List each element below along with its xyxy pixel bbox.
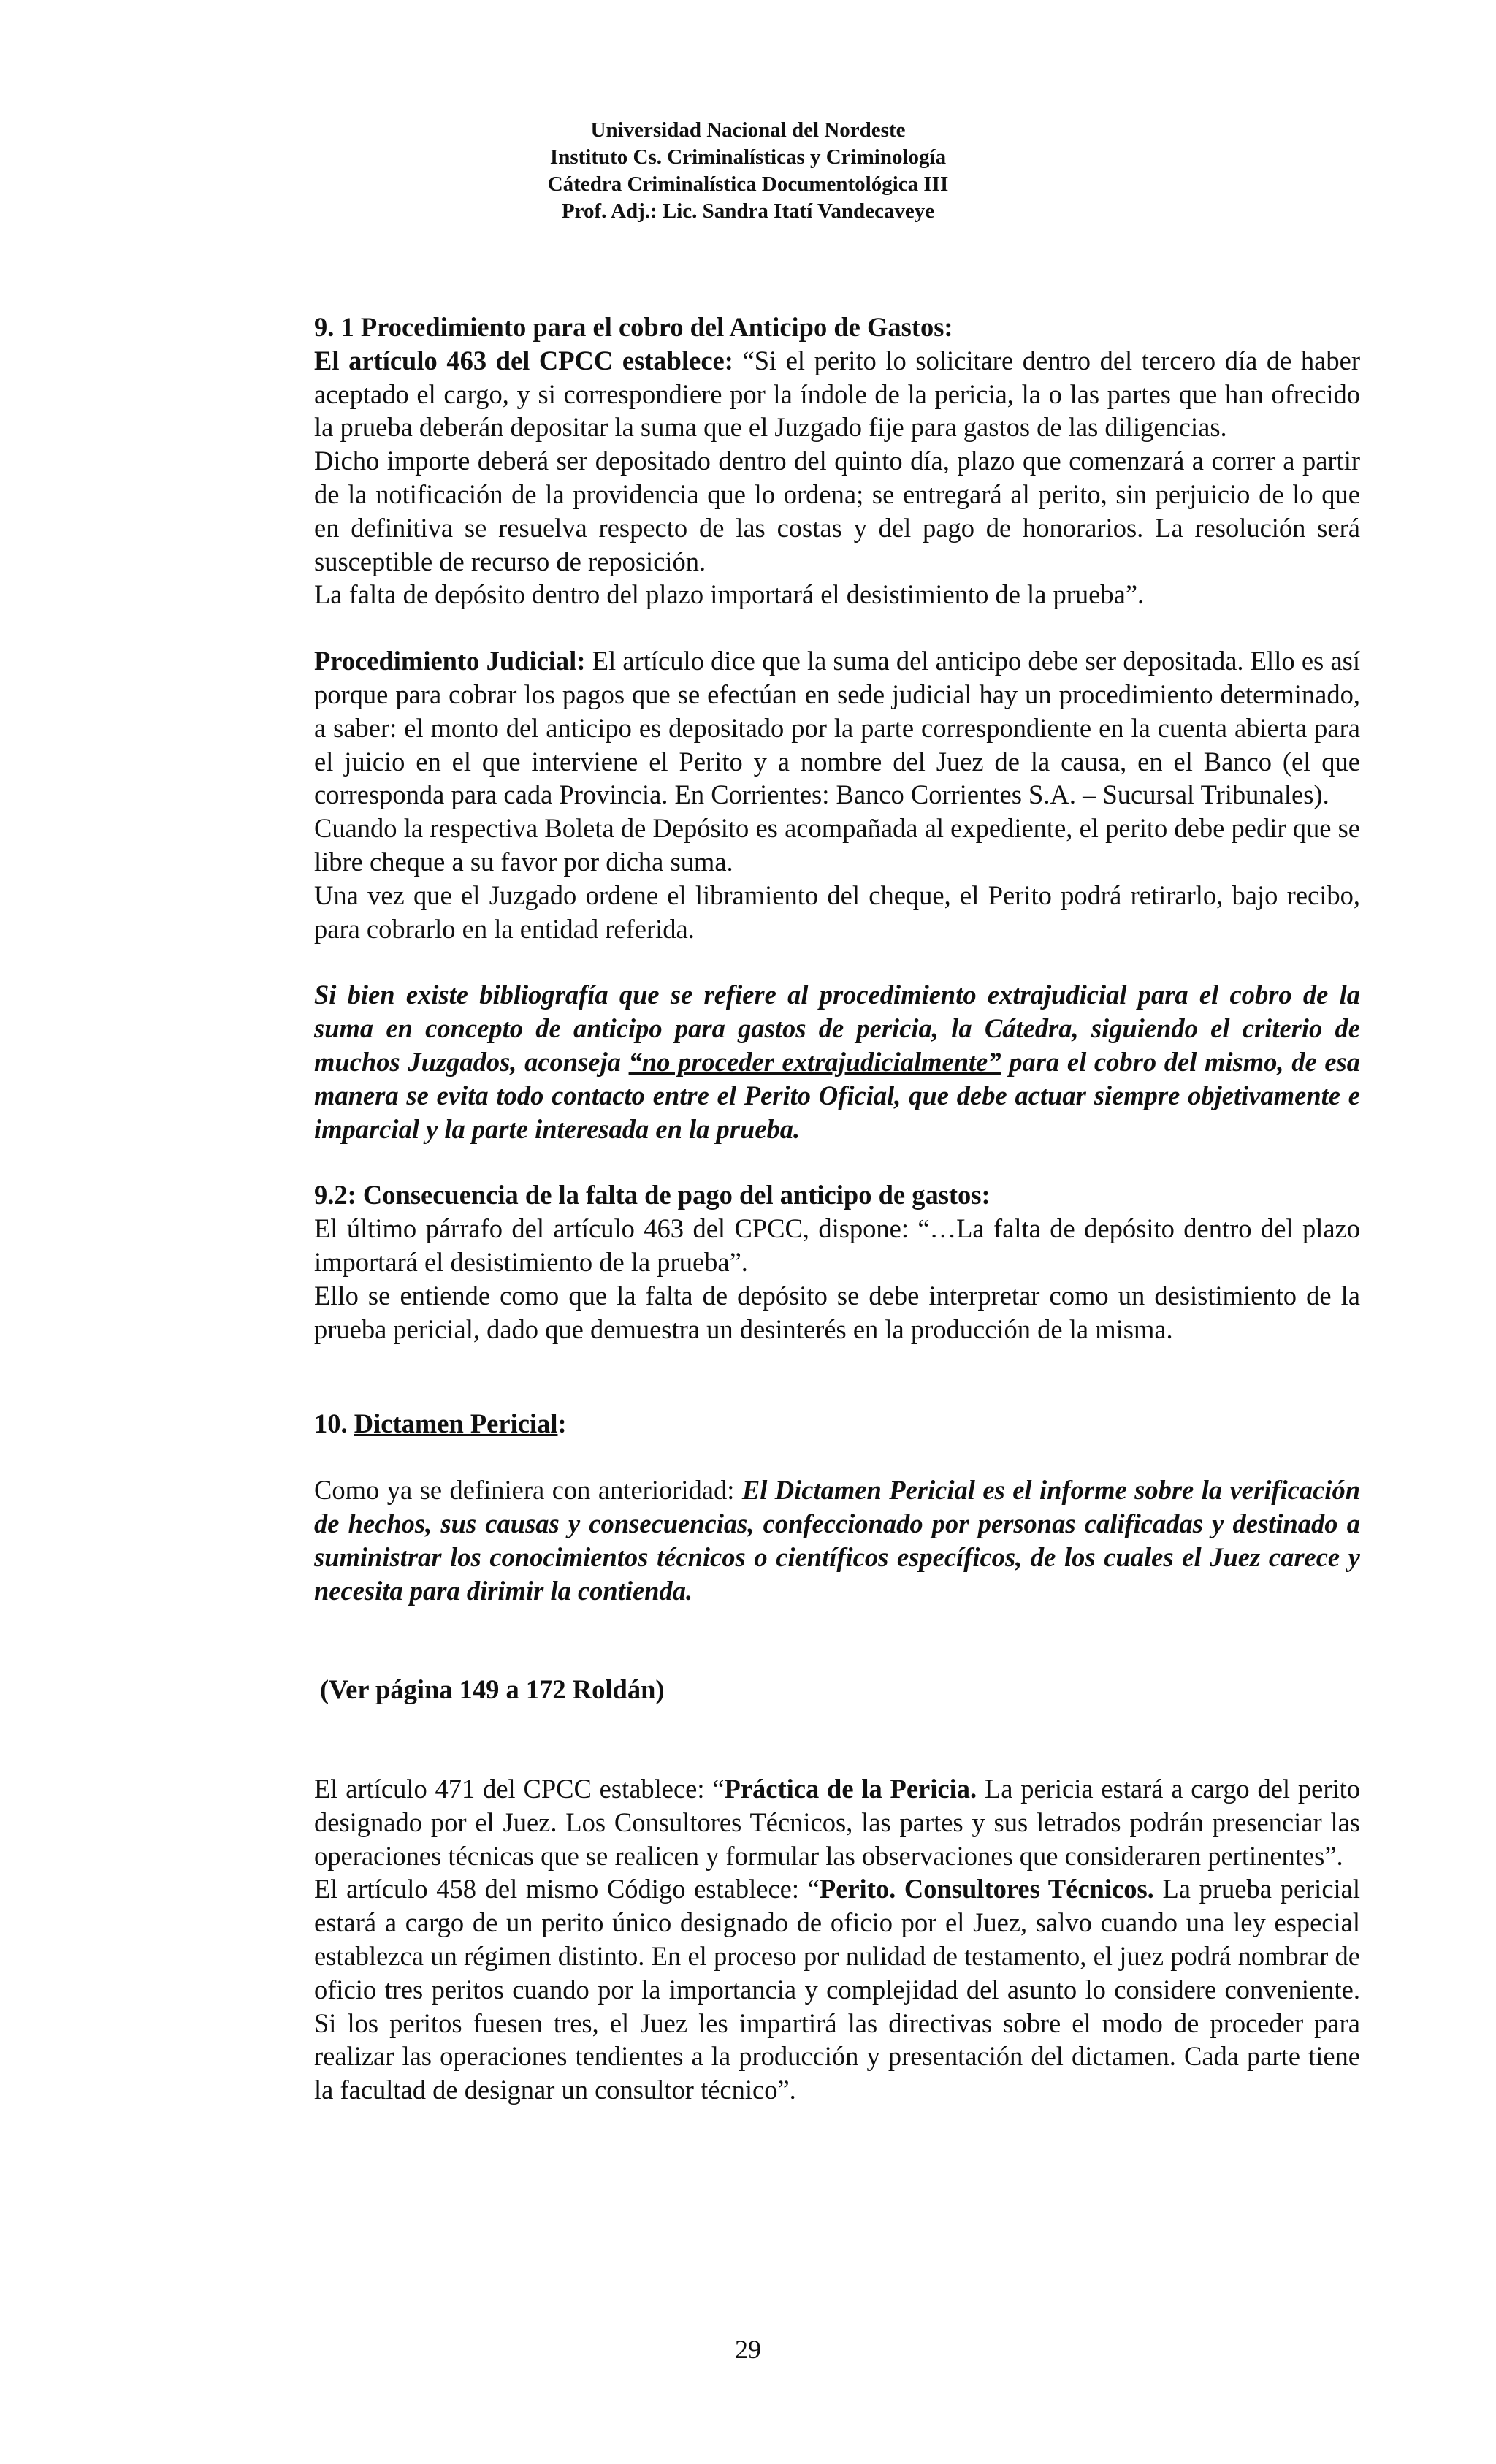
header-professor: Prof. Adj.: Lic. Sandra Itatí Vandecaveye [561,199,935,223]
chair-recommendation-note [314,978,1360,1145]
section-9-1-paragraph-2: Dicho importe deberá ser depositado dentro del quinto día, plazo que comenzará a correr a partir de la notificación de la providencia que lo ordena; se entregará al perito, sin perjuicio de lo que en definitiva se resuelva respecto de las costas y del pago de honorarios. La resolución será susceptible de recurso de reposición. [314,446,1360,576]
section-10-title: Dictamen Pericial [354,1408,558,1439]
header-institute: Instituto Cs. Criminalísticas y Criminología [549,145,947,169]
page-number: 29 [735,2335,761,2364]
section-9-1-paragraph-1 [314,344,1360,444]
judicial-procedure-lead: Procedimiento Judicial: [314,646,586,676]
header-university: Universidad Nacional del Nordeste [590,118,906,142]
article-471-text: La pericia estará a cargo del perito designado por el Juez. Los Consultores Técnicos, las partes y sus letrados podrán presenciar las operaciones técnicas que se realicen y formular las observaciones que consideraren pertinentes”. [314,1774,1361,1871]
article-458-title: Perito. Consultores Técnicos. [819,1874,1154,1904]
header-chair: Cátedra Criminalística Documentológica III [547,172,949,196]
section-9-2-paragraph-1: El último párrafo del artículo 463 del CPCC, dispone: “…La falta de depósito dentro del plazo importará el desistimiento de la prueba”. [314,1213,1360,1277]
note-part-1: Si bien existe bibliografía que se refiere al procedimiento extrajudicial para el cobro de la suma en concepto de anticipo para gastos de pericia, la Cátedra, siguiendo el criterio de muchos Juzgados, aconseja [314,980,1360,1077]
page-header [0,117,1496,225]
definition-text: El Dictamen Pericial es el informe sobre la verificación de hechos, sus causas y consecuencias, confeccionado por personas calificadas y destinado a suministrar los conocimientos técnicos o científicos específicos, de los cuales el Juez carece y necesita para dirimir la contienda. [314,1475,1360,1606]
spacer [314,945,1360,978]
definition-intro: Como ya se definiera con anterioridad: [314,1475,742,1506]
section-9-1-heading: 9. 1 Procedimiento para el cobro del Anticipo de Gastos: [314,312,953,342]
judicial-procedure-paragraph-1 [314,644,1360,812]
section-10-heading [314,1407,1360,1441]
section-10-number: 10. [314,1408,354,1439]
judicial-procedure-paragraph-2: Cuando la respectiva Boleta de Depósito es acompañada al expediente, el perito debe pedir que se libre cheque a su favor por dicha suma. [314,813,1360,877]
section-9-2-paragraph-2: Ello se entiende como que la falta de depósito se debe interpretar como un desistimiento de la prueba pericial, dado que demuestra un desinterés en la producción de la misma. [314,1280,1360,1344]
article-471-paragraph [314,1772,1360,1872]
spacer [314,1346,1360,1407]
section-9-2-heading: 9.2: Consecuencia de la falta de pago del anticipo de gastos: [314,1180,991,1210]
article-458-paragraph [314,1872,1360,2107]
spacer [314,1145,1360,1178]
judicial-procedure-text: El artículo dice que la suma del anticipo debe ser depositada. Ello es así porque para cobrar los pagos que se efectúan en sede judicial hay un procedimiento determinado, a saber: el monto del anticipo es depositado por la parte correspondiente en la cuenta abierta para el juicio en el que interviene el Perito y a nombre del Juez de la causa, en el Banco (el que corresponda para cada Provincia. En Corrientes: Banco Corrientes S.A. – Sucursal Tribunales). [314,646,1360,810]
article-471-title: Práctica de la Pericia. [724,1774,977,1804]
bibliography-reference: (Ver página 149 a 172 Roldán) [320,1674,665,1705]
note-underlined-phrase: “no proceder extrajudicialmente” [628,1046,1001,1077]
spacer [314,1706,1360,1772]
article-458-pre: El artículo 458 del mismo Código establece: “ [314,1874,820,1904]
document-body [314,310,1360,2107]
note-part-2: para el cobro del mismo, de esa manera se evita todo contacto entre el Perito Oficial, que debe actuar siempre objetivamente e imparcial y la parte interesada en la prueba. [314,1046,1361,1144]
dictamen-definition-paragraph [314,1473,1360,1607]
article-463-lead: El artículo 463 del CPCC establece: [314,345,733,375]
spacer [314,1607,1360,1673]
judicial-procedure-paragraph-3: Una vez que el Juzgado ordene el libramiento del cheque, el Perito podrá retirarlo, bajo recibo, para cobrarlo en la entidad referida. [314,880,1360,944]
section-9-1-paragraph-3: La falta de depósito dentro del plazo importará el desistimiento de la prueba”. [314,579,1145,610]
section-10-colon: : [557,1408,567,1439]
article-458-text: La prueba pericial estará a cargo de un perito único designado de oficio por el Juez, salvo cuando una ley especial establezca un régimen distinto. En el proceso por nulidad de testamento, el juez podrá nombrar de oficio tres peritos cuando por la importancia y complejidad del asunto lo considere conveniente. Si los peritos fuesen tres, el Juez les impartirá las directivas sobre el modo de proceder para realizar las operaciones tendientes a la producción y presentación del dictamen. Cada parte tiene la facultad de designar un consultor técnico”. [314,1874,1361,2105]
spacer [314,1441,1360,1473]
article-463-text: “Si el perito lo solicitare dentro del tercero día de haber aceptado el cargo, y si correspondiere por la índole de la pericia, la o las partes que han ofrecido la prueba deberán depositar la suma que el Juzgado fije para gastos de las diligencias. [314,345,1360,443]
spacer [314,611,1360,644]
article-471-pre: El artículo 471 del CPCC establece: “ [314,1774,725,1804]
